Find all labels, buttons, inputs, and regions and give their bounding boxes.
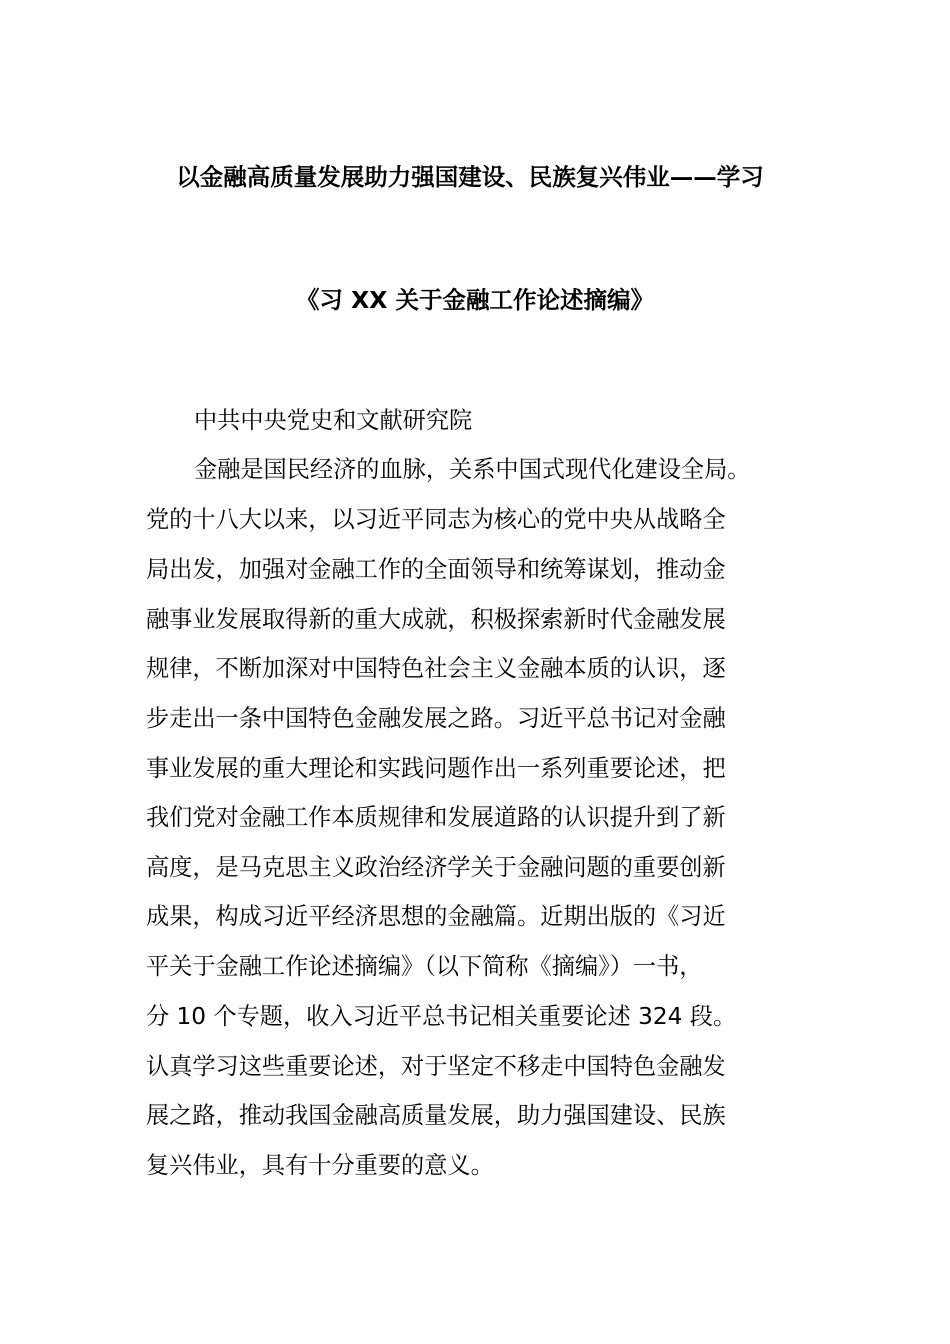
body-line: 复兴伟业，具有十分重要的意义。	[146, 1152, 494, 1179]
body-line: 局出发，加强对金融工作的全面领导和统筹谋划，推动金	[146, 556, 726, 583]
body-line: 展之路，推动我国金融高质量发展，助力强国建设、民族	[146, 1102, 726, 1129]
body-line: 规律，不断加深对中国特色社会主义金融本质的认识，逐	[146, 655, 726, 682]
body-line: 融事业发展取得新的重大成就，积极探索新时代金融发展	[146, 606, 726, 633]
body-line: 成果，构成习近平经济思想的金融篇。近期出版的《习近	[146, 903, 726, 930]
document-title-line-2: 《习 XX 关于金融工作论述摘编》	[295, 286, 655, 314]
document-title-line-1: 以金融高质量发展助力强国建设、民族复兴伟业——学习	[176, 163, 764, 191]
author-line: 中共中央党史和文献研究院	[194, 407, 473, 434]
body-line: 高度，是马克思主义政治经济学关于金融问题的重要创新	[146, 854, 726, 881]
body-line: 党的十八大以来，以习近平同志为核心的党中央从战略全	[146, 506, 726, 533]
body-line: 我们党对金融工作本质规律和发展道路的认识提升到了新	[146, 804, 726, 831]
body-line: 平关于金融工作论述摘编》（以下简称《摘编》）一书，	[146, 953, 703, 980]
body-line: 金融是国民经济的血脉，关系中国式现代化建设全局。	[194, 456, 751, 483]
body-line: 分 10 个专题，收入习近平总书记相关重要论述 324 段。	[146, 1003, 737, 1030]
body-line: 认真学习这些重要论述，对于坚定不移走中国特色金融发	[146, 1053, 726, 1080]
body-line: 步走出一条中国特色金融发展之路。习近平总书记对金融	[146, 705, 726, 732]
body-line: 事业发展的重大理论和实践问题作出一系列重要论述，把	[146, 755, 726, 782]
